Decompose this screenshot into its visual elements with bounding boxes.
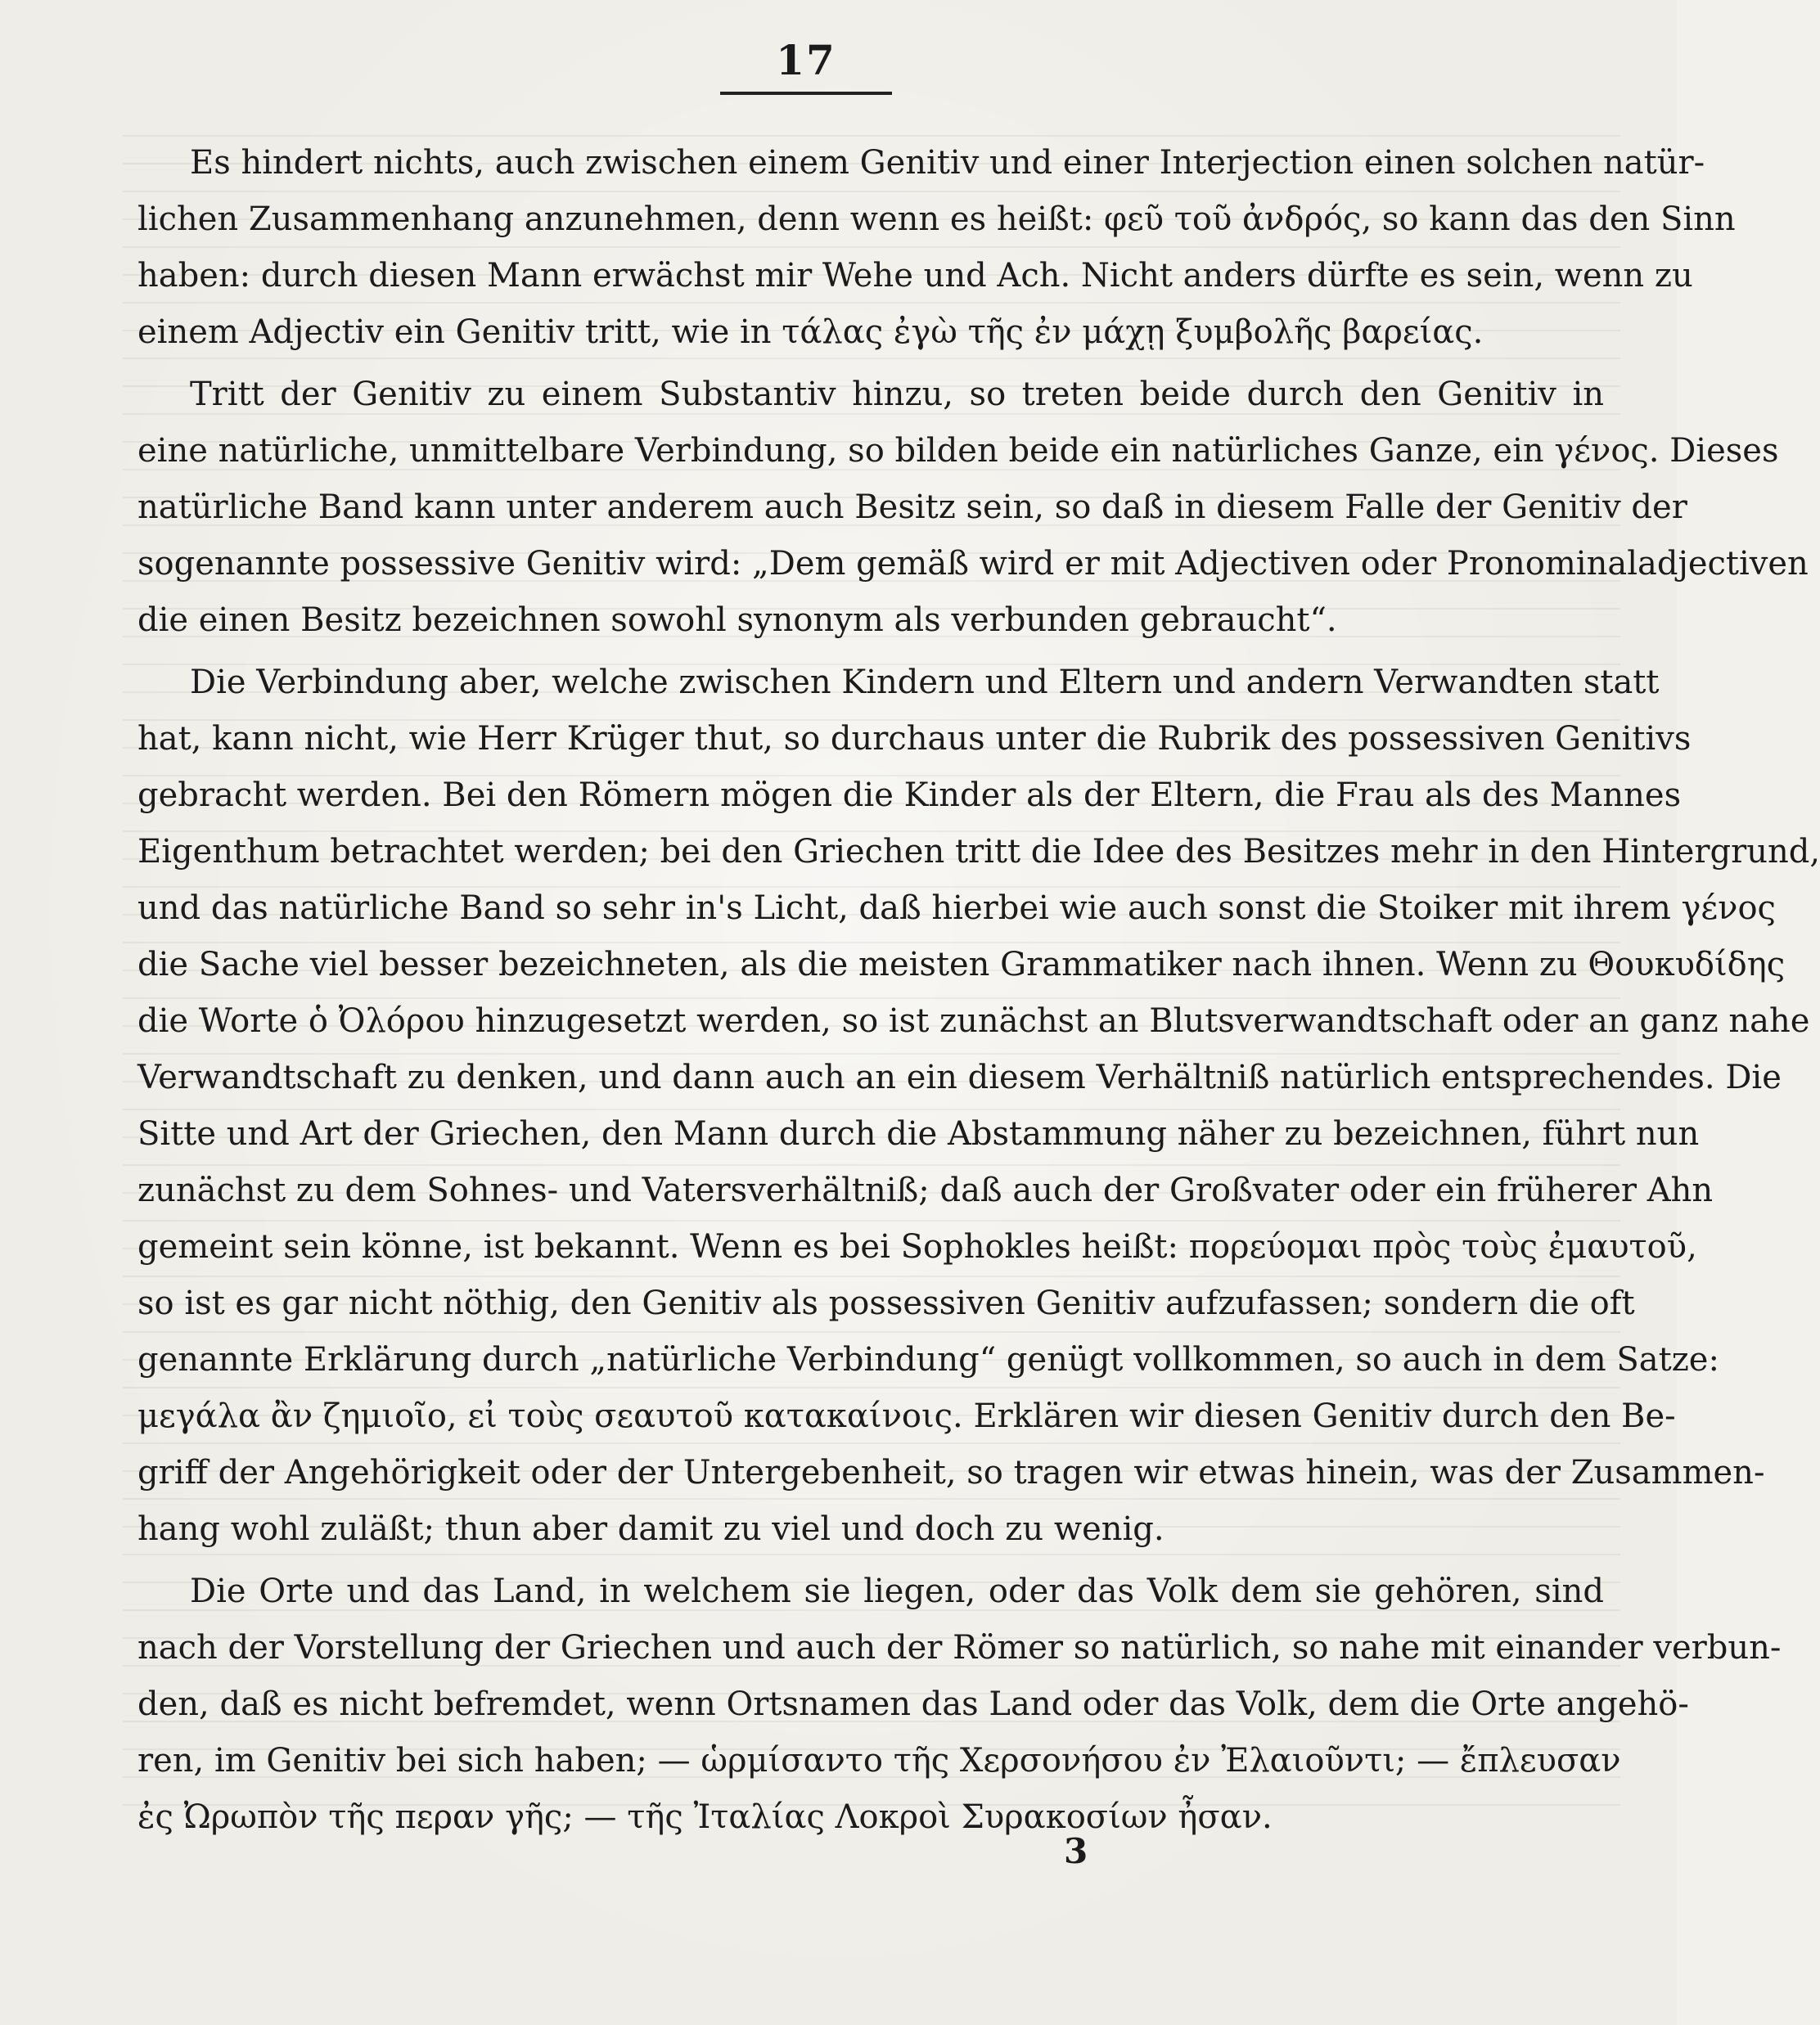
text-line: Es hindert nichts, auch zwischen einem Genitiv und einer Interjection einen solchen natür- <box>190 144 1705 182</box>
text-line: und das natürliche Band so sehr in's Licht, daß hierbei wie auch sonst die Stoiker mit ihrem γένος <box>137 889 1776 927</box>
page-number: 17 <box>776 36 836 84</box>
paragraph-1 <box>137 135 1736 361</box>
text-line: ren, im Genitiv bei sich haben; — ὡρμίσαντο τῆς Χερσονήσου ἐν Ἐλαιοῦντι; — ἔπλευσαν <box>137 1742 1621 1780</box>
text-line: μεγάλα ἂν ζημιοῖο, εἰ τοὺς σεαυτοῦ κατακαίνοις. Erklären wir diesen Genitiv durch den Be- <box>137 1397 1676 1435</box>
header-rule <box>720 92 892 95</box>
text-line: die einen Besitz bezeichnen sowohl synonym als verbunden gebraucht“. <box>137 601 1337 639</box>
body-text <box>137 135 1820 1846</box>
text-line: haben: durch diesen Mann erwächst mir Wehe und Ach. Nicht anders dürfte es sein, wenn zu <box>137 257 1693 295</box>
text-line: natürliche Band kann unter anderem auch Besitz sein, so daß in diesem Falle der Genitiv der <box>137 488 1687 526</box>
text-line: Die Verbindung aber, welche zwischen Kindern und Eltern und andern Verwandten statt <box>190 664 1660 701</box>
text-line: sogenannte possessive Genitiv wird: „Dem gemäß wird er mit Adjectiven oder Pronominaladjectiven <box>137 545 1809 583</box>
text-line: den, daß es nicht befremdet, wenn Ortsnamen das Land oder das Volk, dem die Orte angehö- <box>137 1685 1689 1723</box>
paragraph-4 <box>137 1564 1782 1846</box>
text-line: griff der Angehörigkeit oder der Untergebenheit, so tragen wir etwas hinein, was der Zusammen- <box>137 1454 1765 1492</box>
text-line: zunächst zu dem Sohnes- und Vatersverhältniß; daß auch der Großvater oder ein früherer Ahn <box>137 1172 1714 1209</box>
text-line: Sitte und Art der Griechen, den Mann durch die Abstammung näher zu bezeichnen, führt nun <box>137 1115 1700 1153</box>
signature-mark: 3 <box>1064 1831 1088 1871</box>
text-line: hang wohl zuläßt; thun aber damit zu viel und doch zu wenig. <box>137 1510 1165 1548</box>
text-line: Tritt der Genitiv zu einem Substantiv hinzu, so treten beide durch den Genitiv in <box>190 376 1604 413</box>
text-line: nach der Vorstellung der Griechen und auch der Römer so natürlich, so nahe mit einander verbun- <box>137 1629 1782 1667</box>
text-line: so ist es gar nicht nöthig, den Genitiv als possessiven Genitiv aufzufassen; sondern die oft <box>137 1285 1635 1322</box>
text-line: Eigenthum betrachtet werden; bei den Griechen tritt die Idee des Besitzes mehr in den Hintergrund, <box>137 833 1820 871</box>
text-line: lichen Zusammenhang anzunehmen, denn wenn es heißt: φεῦ τοῦ ἀνδρός, so kann das den Sinn <box>137 200 1736 238</box>
text-line: die Sache viel besser bezeichneten, als die meisten Grammatiker nach ihnen. Wenn zu Θουκυδίδης <box>137 946 1786 983</box>
text-line: ἐς Ὠρωπὸν τῆς περαν γῆς; — τῆς Ἰταλίας Λοκροὶ Συρακοσίων ἦσαν. <box>137 1798 1273 1836</box>
text-line: gebracht werden. Bei den Römern mögen die Kinder als der Eltern, die Frau als des Mannes <box>137 776 1682 814</box>
paragraph-3 <box>137 655 1820 1558</box>
text-line: einem Adjectiv ein Genitiv tritt, wie in τάλας ἐγὼ τῆς ἐν μάχῃ ξυμβολῆς βαρείας. <box>137 313 1484 351</box>
text-line: gemeint sein könne, ist bekannt. Wenn es bei Sophokles heißt: πορεύομαι πρὸς τοὺς ἐμαυτοῦ, <box>137 1228 1697 1266</box>
text-line: genannte Erklärung durch „natürliche Verbindung“ genügt vollkommen, so auch in dem Satze: <box>137 1341 1719 1379</box>
paragraph-2 <box>137 367 1809 649</box>
text-line: die Worte ὁ Ὀλόρου hinzugesetzt werden, so ist zunächst an Blutsverwandtschaft oder an ganz nahe <box>137 1002 1810 1040</box>
text-line: hat, kann nicht, wie Herr Krüger thut, so durchaus unter die Rubrik des possessiven Genitivs <box>137 720 1692 758</box>
text-line: eine natürliche, unmittelbare Verbindung, so bilden beide ein natürliches Ganze, ein γένος. Dieses <box>137 432 1779 470</box>
text-line: Die Orte und das Land, in welchem sie liegen, oder das Volk dem sie gehören, sind <box>190 1573 1604 1610</box>
text-line: Verwandtschaft zu denken, und dann auch an ein diesem Verhältniß natürlich entsprechendes. Die <box>137 1059 1782 1096</box>
